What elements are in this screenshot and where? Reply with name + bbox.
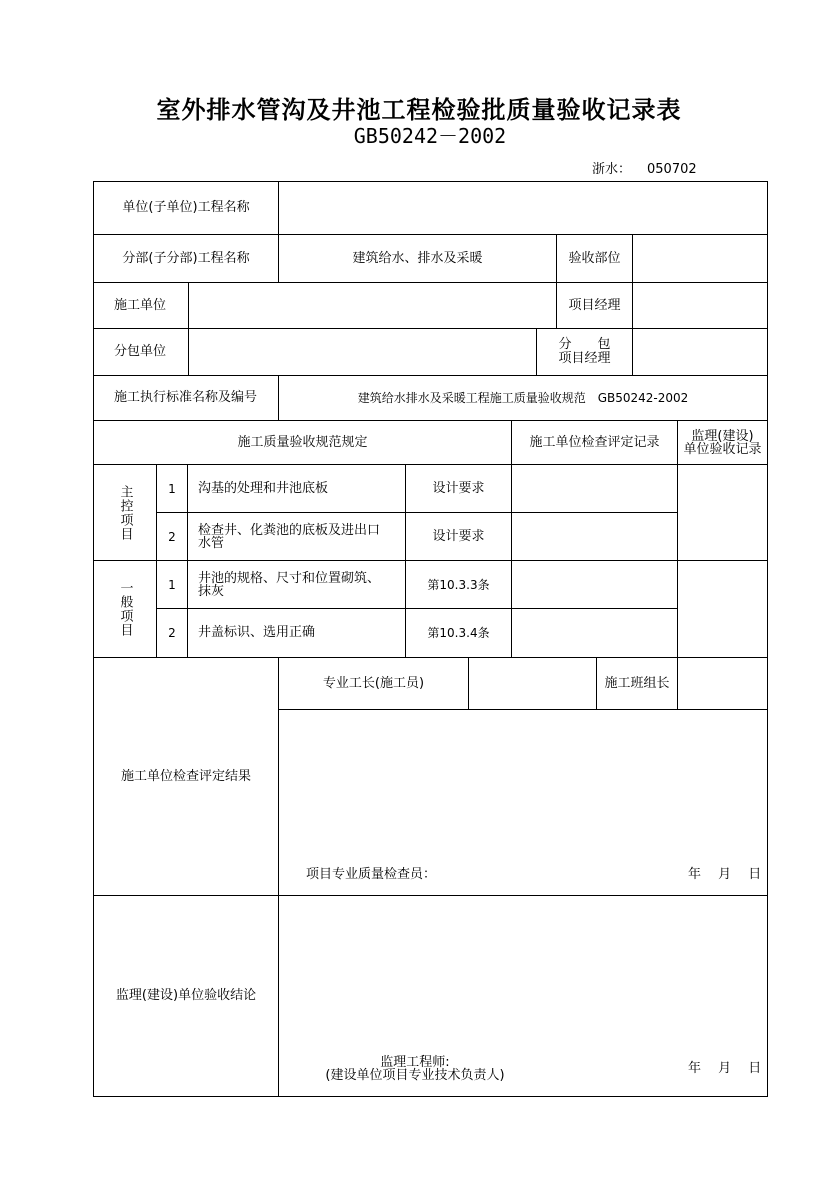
construction-unit-value[interactable] — [189, 283, 556, 328]
check-result-label: 施工单位检查评定结果 — [120, 768, 251, 784]
item-check-record[interactable] — [512, 609, 677, 657]
standard-label: 施工执行标准名称及编号 — [114, 390, 258, 405]
sub-pm-label-line2: 项目经理 — [558, 351, 611, 366]
standard-value: 建筑给水排水及采暖工程施工质量验收规范 GB50242-2002 — [357, 391, 689, 405]
team-leader-value[interactable] — [678, 658, 767, 709]
supervisor-record-header — [678, 421, 767, 464]
foreman-value[interactable] — [469, 658, 596, 709]
item-description-line2: 抹灰 — [198, 583, 225, 599]
inspector-date: 年 月 日 — [688, 867, 762, 882]
general-group: 一般项目 — [117, 581, 133, 637]
item-description-line2: 水管 — [198, 535, 225, 551]
item-description-line1: 检查井、化粪池的底板及进出口 — [198, 522, 381, 538]
item-requirement: 设计要求 — [432, 480, 485, 496]
supervisor-header-line1: 监理(建设) — [691, 428, 754, 444]
subcontract-unit-value[interactable] — [189, 329, 536, 375]
spec-header: 施工质量验收规范规定 — [237, 434, 368, 450]
item-description-line1: 井池的规格、尺寸和位置砌筑、 — [198, 570, 381, 586]
supervising-engineer-line2: (建设单位项目专业技术负责人) — [325, 1068, 505, 1083]
main-control-group: 主控项目 — [117, 484, 133, 541]
division-value[interactable]: 建筑给水、排水及采暖 — [352, 250, 483, 266]
general-supervisor-record[interactable] — [678, 561, 767, 657]
item-number: 2 — [168, 529, 176, 544]
form-code-label: 浙水： — [592, 162, 632, 177]
item-number: 2 — [168, 626, 176, 640]
check-record-header: 施工单位检查评定记录 — [529, 434, 660, 450]
supervisor-header-line2: 单位验收记录 — [683, 441, 762, 457]
sub-pm-label-line1: 分 包 — [558, 337, 611, 352]
unit-project-label: 单位(子单位)工程名称 — [122, 200, 250, 215]
division-label: 分部(子分部)工程名称 — [122, 250, 250, 266]
form-code-value: 050702 — [647, 162, 697, 177]
project-manager-value[interactable] — [633, 283, 767, 328]
sub-project-manager-label — [537, 329, 632, 375]
supervision-date: 年 月 日 — [688, 1061, 762, 1076]
foreman-label: 专业工长(施工员) — [322, 675, 425, 691]
subcontract-unit-label: 分包单位 — [114, 344, 167, 359]
construction-unit-label: 施工单位 — [114, 297, 167, 313]
item-number: 1 — [168, 577, 176, 592]
sub-project-manager-value[interactable] — [633, 329, 767, 375]
item-number: 1 — [168, 481, 176, 496]
acceptance-part-value[interactable] — [633, 235, 767, 282]
acceptance-part-label: 验收部位 — [568, 250, 621, 266]
item-check-record[interactable] — [512, 465, 677, 512]
item-description: 井盖标识、选用正确 — [198, 625, 316, 640]
team-leader-label: 施工班组长 — [604, 675, 670, 691]
main-supervisor-record[interactable] — [678, 465, 767, 560]
item-check-record[interactable] — [512, 561, 677, 608]
item-description — [198, 513, 405, 560]
standard-code: GB50242－2002 — [353, 124, 507, 148]
supervising-engineer-line1: 监理工程师: — [380, 1055, 450, 1070]
form-code — [592, 158, 697, 177]
item-description: 沟基的处理和井池底板 — [198, 480, 329, 496]
supervising-engineer-label — [300, 1054, 530, 1084]
supervision-conclusion-label: 监理(建设)单位验收结论 — [115, 988, 257, 1003]
item-description — [198, 561, 405, 608]
quality-inspector-label: 项目专业质量检查员： — [306, 867, 437, 882]
project-manager-label: 项目经理 — [568, 297, 621, 313]
page-title: 室外排水管沟及井池工程检验批质量验收记录表 — [156, 96, 682, 124]
item-requirement: 第10.3.3条 — [427, 577, 490, 592]
unit-project-value[interactable] — [279, 182, 767, 234]
item-check-record[interactable] — [512, 513, 677, 560]
item-requirement: 设计要求 — [432, 528, 485, 544]
item-requirement: 第10.3.4条 — [427, 626, 490, 640]
